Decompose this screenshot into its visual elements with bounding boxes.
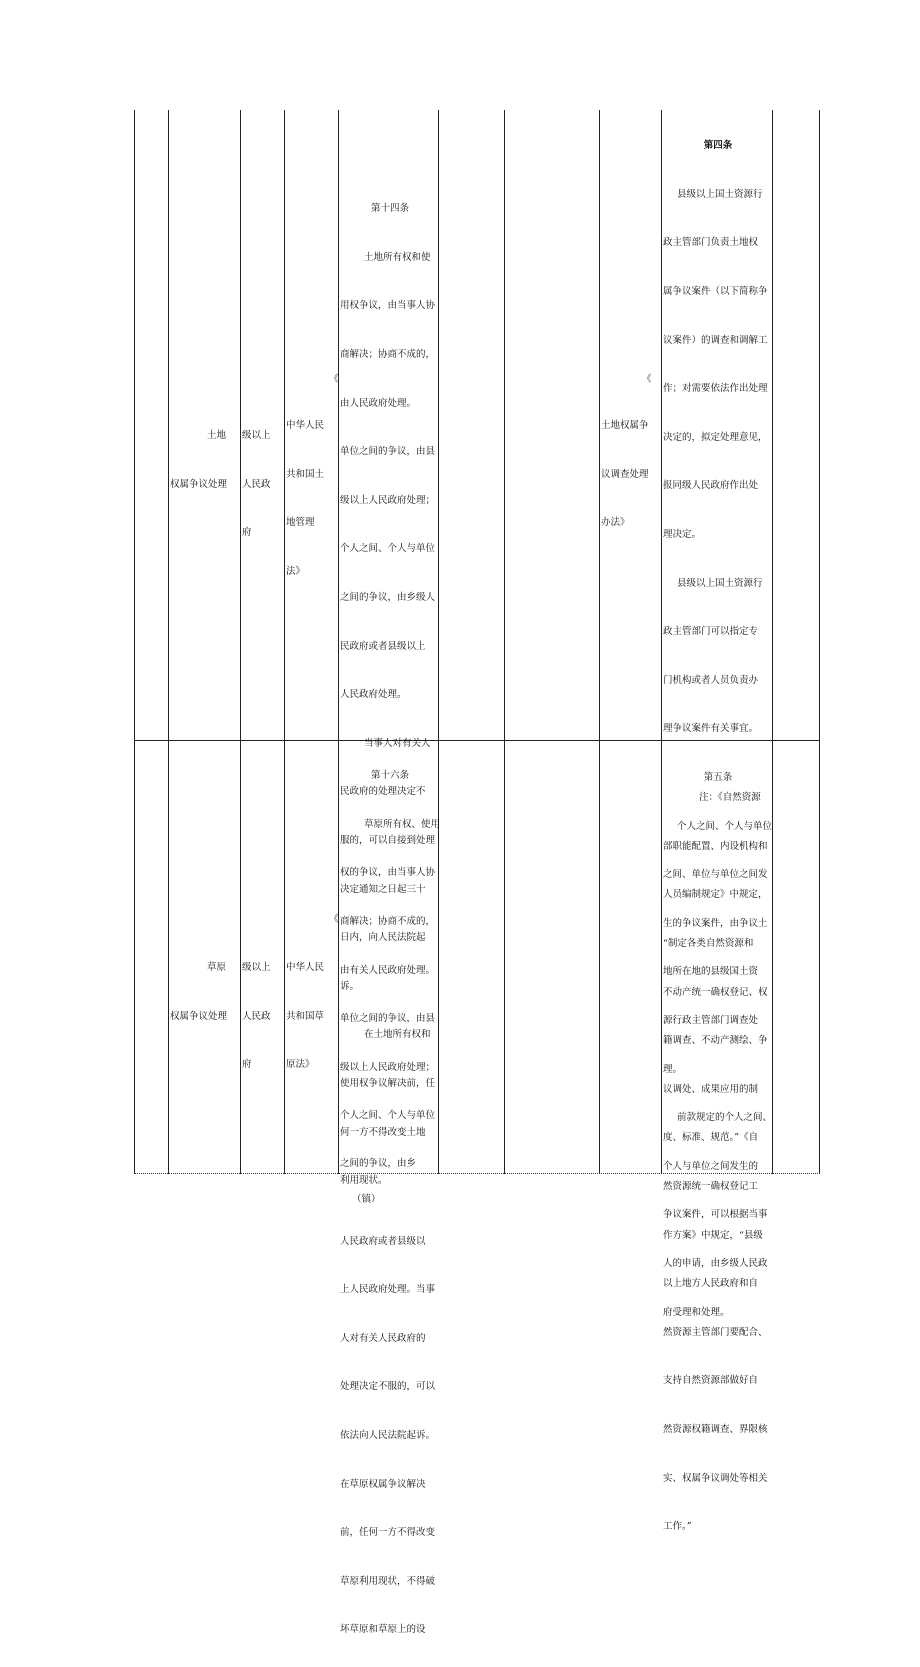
row1-item	[170, 400, 230, 521]
row1-reg-line: 议调查处理	[601, 468, 649, 480]
row1-article-line: 使用权争议解决前，任	[340, 1077, 436, 1089]
row2-article-line: 坏草原和草原上的设	[340, 1624, 426, 1636]
row2-article-line: 商解决；协商不成的，	[340, 916, 436, 928]
note-line: 人员编制规定》中规定，	[663, 889, 768, 901]
reg-line: 之间、单位与单位之间发	[663, 869, 768, 881]
row1-article-line: 由人民政府处理。	[340, 397, 417, 409]
row1-article-line: 用权争议，由当事人协	[340, 300, 436, 312]
row1-law-line: 共和国土	[286, 468, 325, 480]
note-line: 然资源统一确权登记工	[663, 1181, 759, 1193]
row1-article-line: 何一方不得改变土地	[340, 1126, 426, 1138]
note-line: 注：《自然资源	[699, 792, 761, 804]
reg-line: 个人之间、个人与单位	[677, 820, 773, 832]
col-border	[284, 110, 285, 1174]
row2-article-line: 在草原权属争议解决	[340, 1478, 426, 1490]
reg-line: 争议案件，可以根据当事	[663, 1209, 768, 1221]
row1-law-name	[286, 390, 336, 609]
reg-line: 县级以上国土资源行	[677, 577, 763, 589]
row1-authority-line: 人民政	[242, 478, 271, 490]
note-line: 议调处、成果应用的制	[663, 1083, 759, 1095]
note-line: 部职能配置、内设机构和	[663, 840, 768, 852]
row2-article-title: 第十六条	[370, 770, 409, 782]
reg-art5-title: 第五条	[703, 772, 733, 784]
row1-authority-line: 级以上	[242, 430, 271, 442]
row2-authority-line: 府	[242, 1059, 252, 1071]
reg-line: 府受理和处理。	[663, 1306, 730, 1318]
row2-item-line2: 权属争议处理	[170, 1010, 228, 1022]
reg-line: 决定的，拟定处理意见，	[663, 431, 768, 443]
reg-line: 政主管部门可以指定专	[663, 626, 759, 638]
row1-law-line: 地管理	[286, 517, 315, 529]
col-border	[338, 110, 339, 1174]
col-border	[819, 110, 820, 1174]
row2-article-line: 之间的争议，由乡	[340, 1158, 417, 1170]
row2-item	[170, 932, 230, 1053]
row2-article-line: 人对有关人民政府的	[340, 1332, 426, 1344]
row2-article-line: 个人之间、个人与单位	[340, 1110, 436, 1122]
row2-article-line: （镇）	[352, 1194, 381, 1206]
row2-article-line: 级以上人民政府处理；	[340, 1061, 436, 1073]
row1-article-line: 人民政府处理。	[340, 689, 407, 701]
row1-article-line: 单位之间的争议，由县	[340, 446, 436, 458]
row1-article-line: 当事人对有关人	[364, 737, 431, 749]
row2-article-line: 由有关人民政府处理。	[340, 964, 436, 976]
row1-authority	[242, 400, 284, 570]
row2-article-line: 人民政府或者县级以	[340, 1235, 426, 1247]
row2-authority-line: 人民政	[242, 1010, 271, 1022]
row1-item-line2: 权属争议处理	[170, 478, 228, 490]
reg-line: 属争议案件（以下简称争	[663, 286, 768, 298]
reg-art4-title: 第四条	[703, 140, 733, 152]
row1-article-line: 民政府或者县级以上	[340, 640, 426, 652]
row1-article-line: 在土地所有权和	[364, 1029, 431, 1041]
reg-line: 前款规定的个人之间、	[677, 1112, 773, 1124]
reg-line: 个人与单位之间发生的	[663, 1160, 759, 1172]
row1-reg-bracket: 《	[642, 374, 652, 385]
row2-article	[340, 740, 440, 1667]
row1-article-line: 个人之间、个人与单位	[340, 543, 436, 555]
row1-article-title: 第十四条	[370, 203, 409, 215]
row2-law-line: 原法》	[286, 1059, 315, 1071]
note-line: 不动产统一确权登记、权	[663, 986, 768, 998]
reg-line: 报同级人民政府作出处	[663, 480, 759, 492]
row1-article-line: 级以上人民政府处理；	[340, 494, 436, 506]
reg-line: 理。	[663, 1063, 683, 1075]
row1-law-line: 法》	[286, 566, 306, 578]
row1-article-line: 决定通知之日起三十	[340, 883, 426, 895]
row2-law-line: 共和国草	[286, 1010, 325, 1022]
row1-article-line: 日内，向人民法院起	[340, 932, 426, 944]
row2-authority-line: 级以上	[242, 962, 271, 974]
row1-reg-line: 办法》	[601, 517, 630, 529]
row1-article-line: 诉。	[340, 980, 360, 992]
row1-reg-name	[601, 390, 661, 560]
row1-law-line: 中华人民	[286, 420, 325, 432]
row2-article-line: 依法向人民法院起诉。	[340, 1430, 436, 1442]
note-line: 然资源权籍调查、界限核	[663, 1424, 768, 1436]
row1-article-line: 利用现状。	[340, 1175, 388, 1187]
row2-item-line1: 草原	[206, 962, 226, 974]
note-line: “制定各类自然资源和	[663, 938, 754, 950]
reg-line: 人的申请，由乡级人民政	[663, 1257, 768, 1269]
row2-authority	[242, 932, 284, 1102]
col-border	[599, 110, 600, 1174]
row1-article-line: 民政府的处理决定不	[340, 786, 426, 798]
note-line: 籍调查、不动产测绘、争	[663, 1035, 768, 1047]
reg-line: 理争议案件有关事宜。	[663, 723, 759, 735]
row1-article-line: 土地所有权和使	[364, 251, 431, 263]
row1-article-line: 服的，可以自接到处理	[340, 835, 436, 847]
reg-line: 县级以上国土资源行	[677, 188, 763, 200]
row2-law-line: 中华人民	[286, 962, 325, 974]
col-border	[168, 110, 169, 1174]
note-line: 度、标准、规范。”《自	[663, 1132, 759, 1144]
row1-reg-line: 土地权属争	[601, 420, 649, 432]
reg-line: 政主管部门负责土地权	[663, 237, 759, 249]
col-border	[240, 110, 241, 1174]
row1-law-bracket: 《	[329, 374, 339, 385]
col-border	[504, 110, 505, 1174]
reg-line: 议案件）的调查和调解工	[663, 334, 768, 346]
note-line: 以上地方人民政府和自	[663, 1278, 759, 1290]
col-border	[134, 110, 135, 1174]
row2-article-line: 权的争议，由当事人协	[340, 867, 436, 879]
note-line: 实、权属争议调处等相关	[663, 1472, 768, 1484]
note-line: 支持自然资源部做好自	[663, 1375, 759, 1387]
row1-article-line: 商解决；协商不成的，	[340, 349, 436, 361]
row2-note	[663, 762, 773, 1564]
row2-article-line: 处理决定不服的，可以	[340, 1381, 436, 1393]
row1-authority-line: 府	[242, 527, 252, 539]
row2-article-line: 草原利用现状，不得破	[340, 1575, 436, 1587]
reg-line: 地所在地的县级国土资	[663, 966, 759, 978]
note-line: 然资源主管部门要配合、	[663, 1326, 768, 1338]
reg-line: 生的争议案件，由争议土	[663, 917, 768, 929]
col-border	[661, 110, 662, 1174]
row2-article-line: 单位之间的争议，由县	[340, 1013, 436, 1025]
note-line: 作方案》中规定，“县级	[663, 1229, 763, 1241]
row1-article-line: 之间的争议，由乡级人	[340, 592, 436, 604]
row2-article-line: 上人民政府处理。当事	[340, 1284, 436, 1296]
row2-article-line: 草原所有权、使用	[364, 818, 441, 830]
row2-law-name	[286, 932, 336, 1102]
reg-line: 理决定。	[663, 529, 702, 541]
reg-line: 门机构或者人员负责办	[663, 674, 759, 686]
reg-line: 源行政主管部门调查处	[663, 1014, 759, 1026]
row2-law-bracket: 《	[329, 914, 339, 925]
note-line: 工作。”	[663, 1521, 692, 1533]
row2-article-line: 前，任何一方不得改变	[340, 1527, 436, 1539]
reg-line: 作；对需要依法作出处理	[663, 383, 768, 395]
row1-item-line1: 土地	[206, 430, 226, 442]
